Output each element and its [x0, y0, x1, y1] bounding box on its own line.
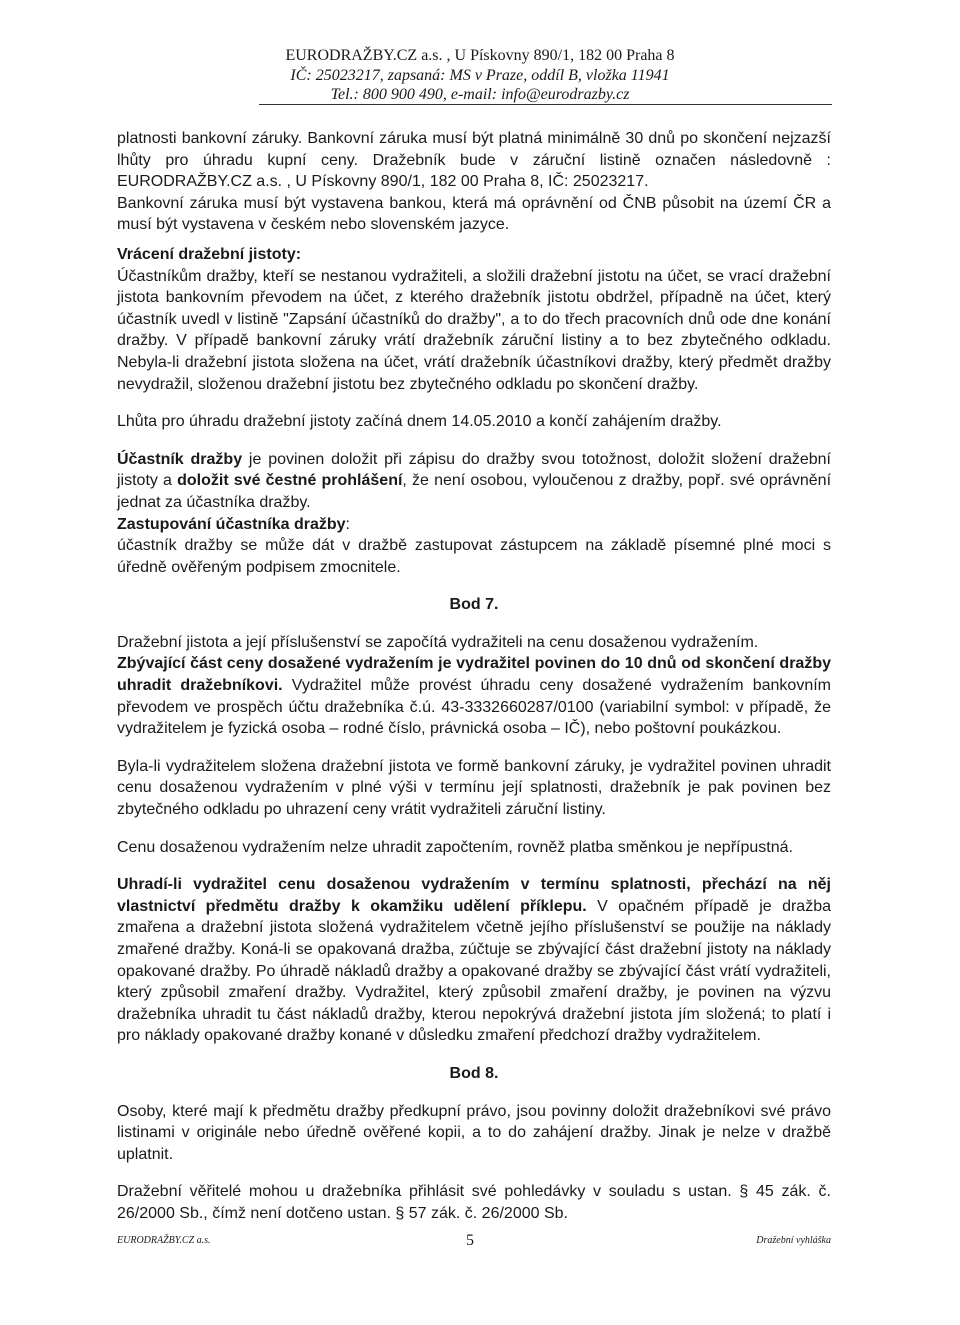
header-divider: [259, 104, 832, 105]
zastupovani-colon: :: [345, 515, 350, 533]
bod-7-paragraph-5-text: V opačném případě je dražba zmařena a dražební jistota složená vydražitelem včetně jejího příslušenství se použije na náklady zmařené dražby. Koná-li se opakovaná dražba, zúčtuje se zbývající část dražební jistoty na náklady opakované dražby. Po úhradě nákladů dražby a opakované dražby se zbývající část vrátí vydražiteli, který způsobil zmaření dražby. Vydražitel, který způsobil zmaření dražby, je povinen na výzvu dražebníka uhradit tu část nákladů dražby, kterou nepokrývá dražební jistota jím složená; to platí i pro náklady opakované dražby konané v důsledku zmaření předchozí dražby vydražitelem.: [117, 897, 832, 1045]
bod-7-paragraph-5: [117, 874, 831, 1047]
ucastnik-paragraph: [117, 449, 831, 514]
bod-8-title: Bod 8.: [449, 1064, 499, 1082]
bod-7-paragraph-2: [117, 653, 831, 739]
intro-paragraph-2: Bankovní záruka musí být vystavena bankou, která má oprávnění od ČNB působit na území ČR a musí být vystavena v českém nebo slovenském jazyce.: [117, 194, 831, 234]
zastupovani-paragraph: účastník dražby se může dát v dražbě zastupovat zástupcem na základě písemné plné moci s úředně ověřeným podpisem zmocnitele.: [117, 537, 831, 576]
zastupovani-heading-text: Zastupování účastníka dražby: [117, 515, 346, 533]
ucastnik-text-1: je povinen doložit při zápisu do dražby svou totožnost, doložit složení dražební jistoty a: [117, 450, 831, 490]
letterhead-contact: Tel.: 800 900 490, e-mail: info@eurodrazby.cz: [330, 86, 630, 103]
page-footer: [117, 1232, 831, 1252]
bod-7-paragraph-4: Cenu dosaženou vydražením nelze uhradit započtením, rovněž platba směnkou je nepřípustná.: [117, 838, 793, 856]
ucastnik-bold-1: Účastník dražby: [117, 450, 243, 468]
lhuta-paragraph: Lhůta pro úhradu dražební jistoty začíná dnem 14.05.2010 a končí zahájením dražby.: [117, 413, 722, 431]
bod-8-paragraph-1: Osoby, které mají k předmětu dražby předkupní právo, jsou povinny doložit dražebníkovi své právo listinami v originále nebo úředně ověřené kopii, a to do zahájení dražby. Jinak je nelze v dražbě uplatnit.: [117, 1102, 831, 1163]
letterhead-company: EURODRAŽBY.CZ a.s. , U Pískovny 890/1, 182 00 Praha 8: [285, 47, 675, 64]
vraceni-paragraph: Účastníkům dražby, kteří se nestanou vydražiteli, a složili dražební jistotu na účet, se vrací dražební jistota bankovním převodem na účet, z kterého dražebník jistotu obdržel, případně na účet, který účastník uvedl v listině "Zapsání účastníků do dražby", a to do třech pracovních dnů ode dne konání dražby. V případě bankovní záruky vrátí dražebník záruční listiny a to bez zbytečného odkladu. Nebyla-li dražební jistota složena na účet, vrátí dražebník účastníkovi dražby, který předmět dražby nevydražil, složenou dražební jistotu bez zbytečného odkladu po skončení dražby.: [117, 267, 831, 393]
section-heading-vraceni: Vrácení dražební jistoty:: [117, 245, 302, 263]
bod-7-title: Bod 7.: [449, 596, 499, 614]
bod-7-paragraph-2-bold: Zbývající část ceny dosažené vydražením je vydražitel povinen do 10 dnů od skončení dražby uhradit dražebníkovi.: [117, 655, 831, 695]
bod-7-paragraph-3: Byla-li vydražitelem složena dražební jistota ve formě bankovní záruky, je vydražitel povinen uhradit cenu dosaženou vydražením v plné výši v termínu její splatnosti, dražebník je pak povinen bez zbytečného odkladu po uhrazení ceny vrátit vydražiteli záruční listiny.: [117, 757, 831, 819]
intro-paragraph-1: platnosti bankovní záruky. Bankovní záruka musí být platná minimálně 30 dnů po skončení nejzazší lhůty pro úhradu kupní ceny. Dražebník bude v záruční listině označen následovně : EURODRAŽBY.CZ a.s. , U Pískovny 890/1, 182 00 Praha 8, IČ: 25023217.: [117, 130, 831, 191]
bod-7-paragraph-1: Dražební jistota a její příslušenství se započítá vydražiteli na cenu dosaženou vydražením.: [117, 633, 759, 651]
letterhead-registration: IČ: 25023217, zapsaná: MS v Praze, oddíl B, vložka 11941: [290, 67, 670, 84]
page-number: 5: [466, 1232, 474, 1249]
bod-7-paragraph-5-bold: Uhradí-li vydražitel cenu dosaženou vydražením v termínu splatnosti, přechází na něj vlastnictví předmětu dražby k okamžiku udělení příklepu.: [117, 876, 831, 915]
bod-7-paragraph-2-text: Vydražitel může provést úhradu ceny dosažené vydražením bankovním převodem ve prospěch účtu dražebníka č.ú. 43-3332660287/0100 (variabilní symbol: v případě, že vydražitelem je fyzická osoba – rodné číslo, právnická osoba – IČ), nebo poštovní poukázkou.: [117, 677, 832, 738]
zastupovani-heading: [117, 514, 831, 536]
bod-8-paragraph-2: Dražební věřitelé mohou u dražebníka přihlásit své pohledávky v souladu s ustan. § 45 zák. č. 26/2000 Sb., čímž není dotčeno ustan. § 57 zák. č. 26/2000 Sb.: [117, 1183, 831, 1222]
document-body: [117, 128, 831, 1225]
ucastnik-bold-2: doložit své čestné prohlášení: [177, 472, 403, 490]
footer-document-title: Dražební vyhláška: [756, 1235, 831, 1246]
ucastnik-text-2: , že není osobou, vyloučenou z dražby, popř. své oprávnění jednat za účastníka dražby.: [117, 472, 832, 511]
footer-company: EURODRAŽBY.CZ a.s.: [117, 1235, 211, 1246]
letterhead: [260, 46, 700, 104]
